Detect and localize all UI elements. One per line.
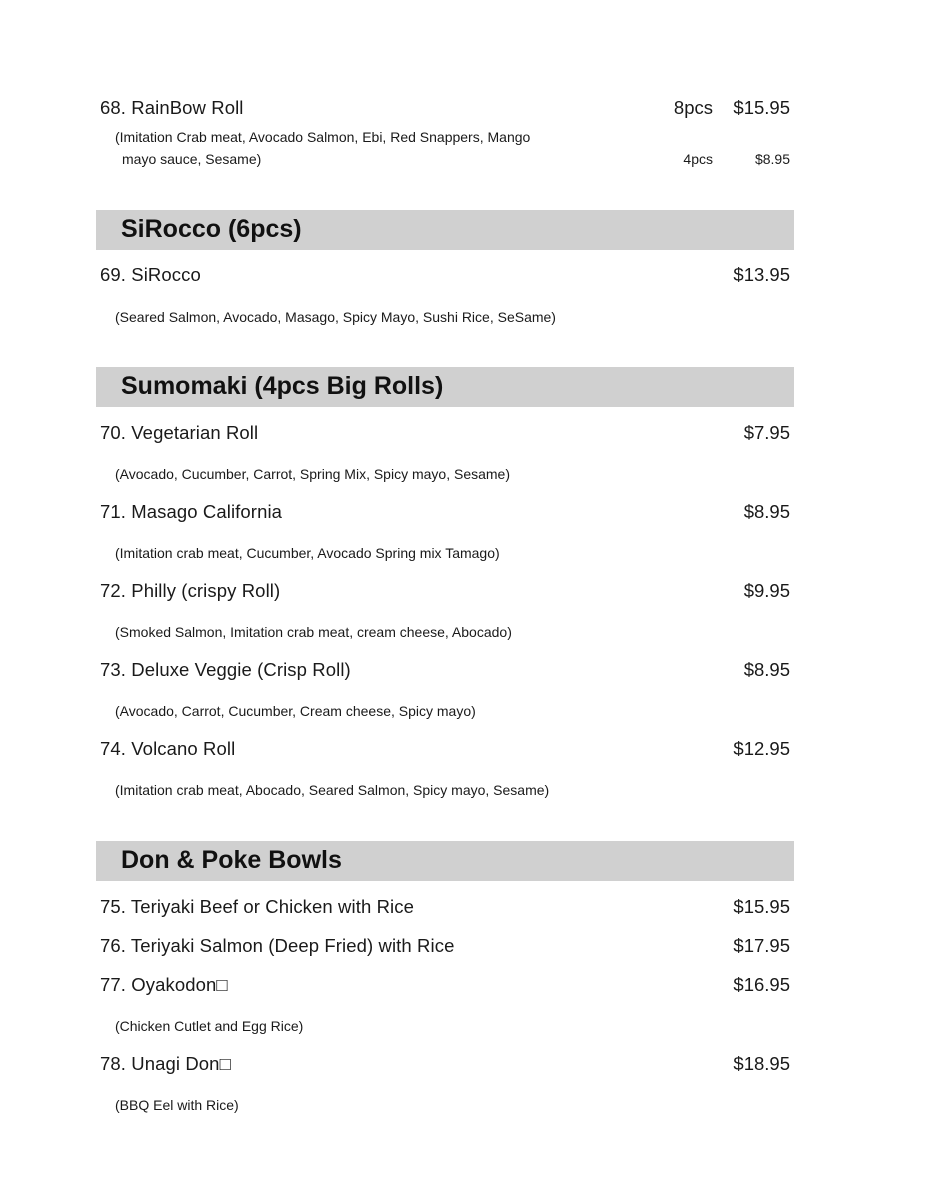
- item-name-74: 74. Volcano Roll: [100, 738, 236, 759]
- item-price-68-large: $15.95: [733, 97, 790, 118]
- item-desc-69: (Seared Salmon, Avocado, Masago, Spicy Mayo, Sushi Rice, SeSame): [115, 309, 556, 325]
- item-desc-68-line1: (Imitation Crab meat, Avocado Salmon, Ebi, Red Snappers, Mango: [115, 129, 531, 145]
- item-name-76: 76. Teriyaki Salmon (Deep Fried) with Rice: [100, 935, 455, 956]
- item-name-68: 68. RainBow Roll: [100, 97, 244, 118]
- item-desc-73: (Avocado, Carrot, Cucumber, Cream cheese, Spicy mayo): [115, 703, 476, 719]
- item-name-70: 70. Vegetarian Roll: [100, 422, 259, 443]
- item-desc-70: (Avocado, Cucumber, Carrot, Spring Mix, Spicy mayo, Sesame): [115, 466, 511, 482]
- item-name-75: 75. Teriyaki Beef or Chicken with Rice: [100, 896, 414, 917]
- item-qty-68-small: 4pcs: [683, 151, 713, 167]
- item-name-77: 77. Oyakodon□: [100, 974, 228, 995]
- item-price-76: $17.95: [733, 935, 790, 956]
- item-price-68-small: $8.95: [754, 151, 790, 167]
- item-price-72: $9.95: [743, 580, 790, 601]
- item-price-77: $16.95: [733, 974, 790, 995]
- item-name-69: 69. SiRocco: [100, 264, 201, 285]
- item-name-72: 72. Philly (crispy Roll): [100, 580, 281, 601]
- item-desc-78: (BBQ Eel with Rice): [115, 1097, 239, 1113]
- section-header-sirocco: [96, 210, 794, 250]
- item-price-71: $8.95: [743, 501, 790, 522]
- item-price-73: $8.95: [743, 659, 790, 680]
- item-name-71: 71. Masago California: [100, 501, 283, 522]
- section-title-sumomaki: Sumomaki (4pcs Big Rolls): [121, 372, 444, 400]
- item-price-75: $15.95: [733, 896, 790, 917]
- section-title-don-poke: Don & Poke Bowls: [121, 846, 342, 874]
- item-price-69: $13.95: [733, 264, 790, 285]
- item-desc-72: (Smoked Salmon, Imitation crab meat, cream cheese, Abocado): [115, 624, 512, 640]
- item-desc-68-line2: mayo sauce, Sesame): [122, 151, 262, 167]
- item-price-78: $18.95: [733, 1053, 790, 1074]
- item-price-70: $7.95: [743, 422, 790, 443]
- section-header-don-poke: [96, 841, 794, 881]
- item-qty-68-large: 8pcs: [673, 97, 713, 118]
- item-desc-71: (Imitation crab meat, Cucumber, Avocado Spring mix Tamago): [115, 545, 500, 561]
- section-header-sumomaki: [96, 367, 794, 407]
- item-name-73: 73. Deluxe Veggie (Crisp Roll): [100, 659, 351, 680]
- item-name-78: 78. Unagi Don□: [100, 1053, 231, 1074]
- item-desc-77: (Chicken Cutlet and Egg Rice): [115, 1018, 304, 1034]
- section-title-sirocco: SiRocco (6pcs): [121, 215, 302, 243]
- item-price-74: $12.95: [733, 738, 790, 759]
- item-desc-74: (Imitation crab meat, Abocado, Seared Salmon, Spicy mayo, Sesame): [115, 782, 550, 798]
